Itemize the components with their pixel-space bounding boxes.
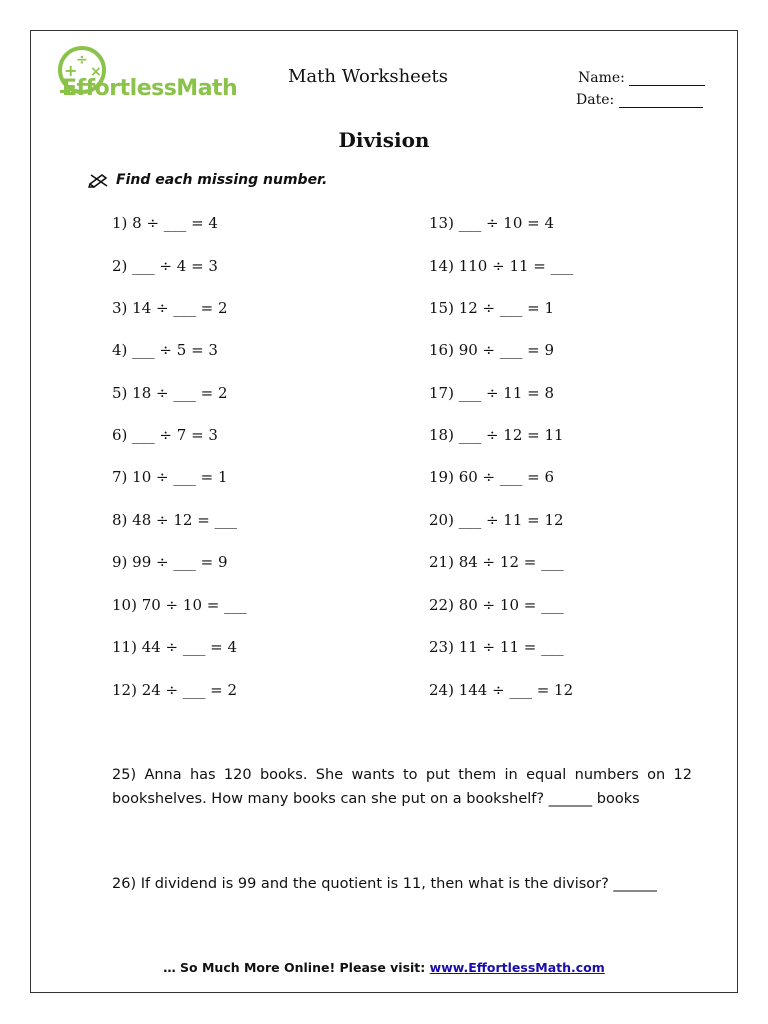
problem-4: 4) ___ ÷ 5 = 3	[112, 341, 218, 359]
problem-22: 22) 80 ÷ 10 = ___	[429, 596, 564, 614]
problem-18: 18) ___ ÷ 12 = 11	[429, 426, 564, 444]
instruction	[88, 172, 327, 188]
instruction-text: Find each missing number.	[116, 172, 328, 188]
name-field[interactable]	[578, 70, 705, 86]
problem-20: 20) ___ ÷ 11 = 12	[429, 511, 564, 529]
problem-7: 7) 10 ÷ ___ = 1	[112, 468, 228, 486]
svg-text:+: +	[64, 61, 78, 80]
date-label: Date:	[576, 92, 615, 108]
word-problem-25: 25) Anna has 120 books. She wants to put them in equal numbers on 12 bookshelves. How many books can she put on a bookshelf? ______ books	[112, 767, 692, 807]
name-label: Name:	[578, 70, 625, 86]
problem-6: 6) ___ ÷ 7 = 3	[112, 426, 218, 444]
logo-text: EffortlessMath	[62, 76, 238, 101]
date-field[interactable]	[576, 92, 703, 108]
problem-10: 10) 70 ÷ 10 = ___	[112, 596, 247, 614]
problem-8: 8) 48 ÷ 12 = ___	[112, 511, 238, 529]
footer	[0, 960, 768, 975]
problem-5: 5) 18 ÷ ___ = 2	[112, 384, 228, 402]
problem-11: 11) 44 ÷ ___ = 4	[112, 638, 238, 656]
problem-1: 1) 8 ÷ ___ = 4	[112, 214, 218, 232]
word-problem-26: 26) If dividend is 99 and the quotient is 11, then what is the divisor? ______	[112, 876, 657, 892]
problem-15: 15) 12 ÷ ___ = 1	[429, 299, 555, 317]
problem-21: 21) 84 ÷ 12 = ___	[429, 553, 564, 571]
svg-text:÷: ÷	[76, 52, 88, 68]
problem-13: 13) ___ ÷ 10 = 4	[429, 214, 555, 232]
footer-link[interactable]: www.EffortlessMath.com	[429, 960, 605, 975]
problem-24: 24) 144 ÷ ___ = 12	[429, 681, 574, 699]
problem-12: 12) 24 ÷ ___ = 2	[112, 681, 238, 699]
footer-text: … So Much More Online! Please visit:	[163, 960, 430, 975]
page-title: Division	[338, 128, 430, 152]
problem-23: 23) 11 ÷ 11 = ___	[429, 638, 564, 656]
pencil-icon	[88, 172, 110, 188]
problem-2: 2) ___ ÷ 4 = 3	[112, 257, 218, 275]
svg-text:×: ×	[90, 64, 102, 80]
worksheet-header-title: Math Worksheets	[288, 66, 448, 87]
problem-9: 9) 99 ÷ ___ = 9	[112, 553, 228, 571]
problem-17: 17) ___ ÷ 11 = 8	[429, 384, 555, 402]
problem-3: 3) 14 ÷ ___ = 2	[112, 299, 228, 317]
problem-19: 19) 60 ÷ ___ = 6	[429, 468, 555, 486]
problem-14: 14) 110 ÷ 11 = ___	[429, 257, 574, 275]
problem-16: 16) 90 ÷ ___ = 9	[429, 341, 555, 359]
